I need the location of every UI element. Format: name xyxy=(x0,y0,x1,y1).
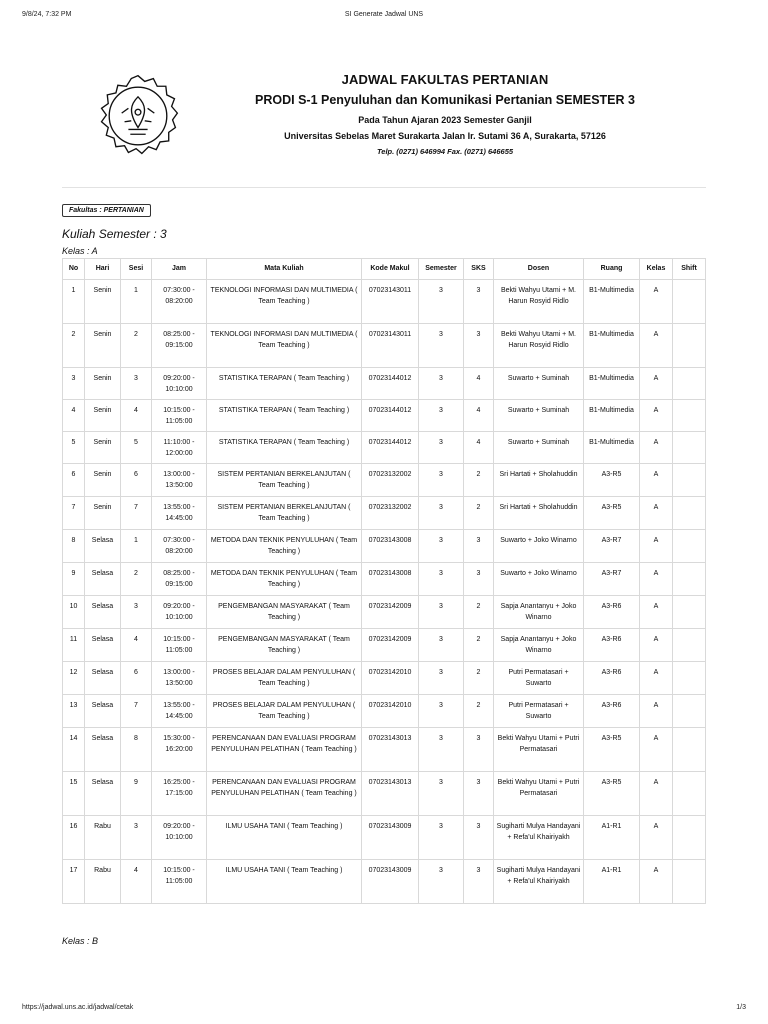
cell-semester: 3 xyxy=(419,324,464,368)
cell-hari: Senin xyxy=(85,324,121,368)
cell-kelas: A xyxy=(640,772,673,816)
cell-shift xyxy=(673,728,706,772)
cell-mata-kuliah: STATISTIKA TERAPAN ( Team Teaching ) xyxy=(207,368,362,400)
cell-jam: 08:25:00 - 09:15:00 xyxy=(152,324,207,368)
cell-kode-makul: 07023144012 xyxy=(362,400,419,432)
cell-mata-kuliah: PENGEMBANGAN MASYARAKAT ( Team Teaching ) xyxy=(207,596,362,629)
cell-ruang: A3-R6 xyxy=(584,695,640,728)
cell-no: 7 xyxy=(63,497,85,530)
cell-kelas: A xyxy=(640,695,673,728)
cell-sks: 2 xyxy=(464,497,494,530)
kelas-a-label: Kelas : A xyxy=(62,246,98,256)
cell-sks: 3 xyxy=(464,772,494,816)
cell-no: 8 xyxy=(63,530,85,563)
cell-semester: 3 xyxy=(419,563,464,596)
cell-kode-makul: 07023142009 xyxy=(362,629,419,662)
cell-mata-kuliah: STATISTIKA TERAPAN ( Team Teaching ) xyxy=(207,432,362,464)
cell-kode-makul: 07023143008 xyxy=(362,530,419,563)
cell-shift xyxy=(673,860,706,904)
cell-jam: 07:30:00 - 08:20:00 xyxy=(152,280,207,324)
cell-semester: 3 xyxy=(419,816,464,860)
cell-ruang: A3-R6 xyxy=(584,629,640,662)
cell-semester: 3 xyxy=(419,530,464,563)
cell-kode-makul: 07023132002 xyxy=(362,464,419,497)
cell-ruang: A3-R5 xyxy=(584,497,640,530)
cell-jam: 11:10:00 - 12:00:00 xyxy=(152,432,207,464)
column-header-sesi: Sesi xyxy=(121,259,152,280)
cell-no: 3 xyxy=(63,368,85,400)
cell-ruang: A3-R5 xyxy=(584,772,640,816)
cell-mata-kuliah: ILMU USAHA TANI ( Team Teaching ) xyxy=(207,860,362,904)
cell-kode-makul: 07023142009 xyxy=(362,596,419,629)
table-row xyxy=(63,432,706,464)
cell-shift xyxy=(673,497,706,530)
cell-sesi: 4 xyxy=(121,629,152,662)
cell-shift xyxy=(673,464,706,497)
cell-shift xyxy=(673,432,706,464)
cell-dosen: Suwarto + Joko Winarno xyxy=(494,563,584,596)
cell-shift xyxy=(673,530,706,563)
cell-kelas: A xyxy=(640,324,673,368)
cell-hari: Senin xyxy=(85,464,121,497)
kelas-b-label: Kelas : B xyxy=(62,936,99,946)
cell-no: 12 xyxy=(63,662,85,695)
cell-no: 16 xyxy=(63,816,85,860)
cell-sesi: 4 xyxy=(121,860,152,904)
column-header-mata-kuliah: Mata Kuliah xyxy=(207,259,362,280)
cell-no: 14 xyxy=(63,728,85,772)
column-header-hari: Hari xyxy=(85,259,121,280)
cell-kelas: A xyxy=(640,368,673,400)
cell-hari: Selasa xyxy=(85,695,121,728)
cell-shift xyxy=(673,662,706,695)
cell-semester: 3 xyxy=(419,629,464,662)
cell-semester: 3 xyxy=(419,728,464,772)
column-header-shift: Shift xyxy=(673,259,706,280)
column-header-ruang: Ruang xyxy=(584,259,640,280)
cell-kelas: A xyxy=(640,596,673,629)
cell-hari: Selasa xyxy=(85,563,121,596)
cell-jam: 09:20:00 - 10:10:00 xyxy=(152,596,207,629)
cell-ruang: B1-Multimedia xyxy=(584,400,640,432)
cell-mata-kuliah: TEKNOLOGI INFORMASI DAN MULTIMEDIA ( Team Teaching ) xyxy=(207,324,362,368)
print-footer xyxy=(22,1004,746,1011)
cell-hari: Selasa xyxy=(85,629,121,662)
cell-hari: Selasa xyxy=(85,662,121,695)
cell-mata-kuliah: PERENCANAAN DAN EVALUASI PROGRAM PENYULUHAN PELATIHAN ( Team Teaching ) xyxy=(207,728,362,772)
cell-sks: 3 xyxy=(464,816,494,860)
cell-sesi: 7 xyxy=(121,695,152,728)
cell-sks: 4 xyxy=(464,400,494,432)
semester-title: Kuliah Semester : 3 xyxy=(62,227,167,241)
cell-mata-kuliah: PERENCANAAN DAN EVALUASI PROGRAM PENYULUHAN PELATIHAN ( Team Teaching ) xyxy=(207,772,362,816)
cell-ruang: A3-R6 xyxy=(584,662,640,695)
column-header-sks: SKS xyxy=(464,259,494,280)
cell-no: 10 xyxy=(63,596,85,629)
cell-kode-makul: 07023132002 xyxy=(362,497,419,530)
cell-no: 11 xyxy=(63,629,85,662)
cell-hari: Senin xyxy=(85,497,121,530)
cell-kode-makul: 07023143013 xyxy=(362,728,419,772)
table-row xyxy=(63,400,706,432)
document-title: JADWAL FAKULTAS PERTANIAN xyxy=(341,72,549,87)
cell-kode-makul: 07023143011 xyxy=(362,280,419,324)
cell-sesi: 3 xyxy=(121,368,152,400)
cell-mata-kuliah: TEKNOLOGI INFORMASI DAN MULTIMEDIA ( Team Teaching ) xyxy=(207,280,362,324)
cell-kelas: A xyxy=(640,563,673,596)
cell-ruang: B1-Multimedia xyxy=(584,368,640,400)
cell-kode-makul: 07023142010 xyxy=(362,662,419,695)
faculty-badge: Fakultas : PERTANIAN xyxy=(62,204,151,217)
cell-jam: 16:25:00 - 17:15:00 xyxy=(152,772,207,816)
table-row xyxy=(63,860,706,904)
cell-sks: 2 xyxy=(464,596,494,629)
table-row xyxy=(63,368,706,400)
cell-sesi: 8 xyxy=(121,728,152,772)
cell-semester: 3 xyxy=(419,497,464,530)
cell-kode-makul: 07023142010 xyxy=(362,695,419,728)
cell-hari: Senin xyxy=(85,400,121,432)
cell-sks: 2 xyxy=(464,629,494,662)
column-header-jam: Jam xyxy=(152,259,207,280)
column-header-kode-makul: Kode Makul xyxy=(362,259,419,280)
program-title: PRODI S-1 Penyuluhan dan Komunikasi Pertanian SEMESTER 3 xyxy=(255,93,635,107)
cell-no: 2 xyxy=(63,324,85,368)
cell-mata-kuliah: SISTEM PERTANIAN BERKELANJUTAN ( Team Teaching ) xyxy=(207,464,362,497)
cell-dosen: Sugiharti Mulya Handayani + Refa'ul Khairiyakh xyxy=(494,860,584,904)
cell-dosen: Suwarto + Suminah xyxy=(494,400,584,432)
cell-kode-makul: 07023143009 xyxy=(362,860,419,904)
cell-jam: 08:25:00 - 09:15:00 xyxy=(152,563,207,596)
cell-dosen: Sapja Anantanyu + Joko Winarno xyxy=(494,596,584,629)
cell-ruang: A3-R7 xyxy=(584,530,640,563)
print-datetime: 9/8/24, 7:32 PM xyxy=(22,11,72,18)
table-row xyxy=(63,629,706,662)
cell-ruang: A1-R1 xyxy=(584,860,640,904)
cell-hari: Selasa xyxy=(85,772,121,816)
cell-sks: 3 xyxy=(464,324,494,368)
cell-dosen: Bekti Wahyu Utami + M. Harun Rosyid Ridlo xyxy=(494,280,584,324)
cell-kelas: A xyxy=(640,662,673,695)
cell-sesi: 1 xyxy=(121,280,152,324)
cell-dosen: Suwarto + Joko Winarno xyxy=(494,530,584,563)
cell-sks: 4 xyxy=(464,368,494,400)
cell-kode-makul: 07023143013 xyxy=(362,772,419,816)
cell-sesi: 2 xyxy=(121,324,152,368)
cell-sks: 4 xyxy=(464,432,494,464)
cell-semester: 3 xyxy=(419,596,464,629)
cell-kelas: A xyxy=(640,464,673,497)
cell-mata-kuliah: PROSES BELAJAR DALAM PENYULUHAN ( Team Teaching ) xyxy=(207,695,362,728)
cell-hari: Rabu xyxy=(85,860,121,904)
column-header-dosen: Dosen xyxy=(494,259,584,280)
university-logo xyxy=(90,68,186,164)
cell-kelas: A xyxy=(640,497,673,530)
cell-mata-kuliah: PROSES BELAJAR DALAM PENYULUHAN ( Team Teaching ) xyxy=(207,662,362,695)
cell-sks: 2 xyxy=(464,464,494,497)
cell-jam: 09:20:00 - 10:10:00 xyxy=(152,816,207,860)
column-header-no: No xyxy=(63,259,85,280)
cell-kode-makul: 07023143011 xyxy=(362,324,419,368)
cell-ruang: B1-Multimedia xyxy=(584,432,640,464)
cell-kelas: A xyxy=(640,280,673,324)
cell-semester: 3 xyxy=(419,400,464,432)
cell-kelas: A xyxy=(640,816,673,860)
cell-semester: 3 xyxy=(419,662,464,695)
cell-kelas: A xyxy=(640,860,673,904)
cell-sks: 2 xyxy=(464,662,494,695)
cell-hari: Senin xyxy=(85,280,121,324)
cell-no: 4 xyxy=(63,400,85,432)
cell-dosen: Bekti Wahyu Utami + M. Harun Rosyid Ridlo xyxy=(494,324,584,368)
table-row xyxy=(63,464,706,497)
cell-no: 17 xyxy=(63,860,85,904)
column-header-kelas: Kelas xyxy=(640,259,673,280)
cell-jam: 13:55:00 - 14:45:00 xyxy=(152,497,207,530)
cell-shift xyxy=(673,280,706,324)
cell-kode-makul: 07023143009 xyxy=(362,816,419,860)
table-row xyxy=(63,695,706,728)
contact-info: Telp. (0271) 646994 Fax. (0271) 646655 xyxy=(376,147,514,156)
cell-ruang: B1-Multimedia xyxy=(584,280,640,324)
table-row xyxy=(63,280,706,324)
cell-shift xyxy=(673,368,706,400)
cell-kode-makul: 07023144012 xyxy=(362,368,419,400)
table-row xyxy=(63,324,706,368)
cell-dosen: Putri Permatasari + Suwarto xyxy=(494,662,584,695)
cell-jam: 13:00:00 - 13:50:00 xyxy=(152,662,207,695)
cell-no: 5 xyxy=(63,432,85,464)
cell-shift xyxy=(673,596,706,629)
cell-hari: Selasa xyxy=(85,596,121,629)
cell-mata-kuliah: SISTEM PERTANIAN BERKELANJUTAN ( Team Teaching ) xyxy=(207,497,362,530)
cell-dosen: Sri Hartati + Sholahuddin xyxy=(494,464,584,497)
cell-ruang: A3-R7 xyxy=(584,563,640,596)
cell-sesi: 5 xyxy=(121,432,152,464)
cell-sesi: 3 xyxy=(121,596,152,629)
cell-hari: Selasa xyxy=(85,728,121,772)
cell-shift xyxy=(673,772,706,816)
table-row xyxy=(63,816,706,860)
cell-hari: Senin xyxy=(85,432,121,464)
document-header xyxy=(240,72,650,156)
cell-no: 13 xyxy=(63,695,85,728)
table-row xyxy=(63,728,706,772)
cell-kelas: A xyxy=(640,629,673,662)
cell-ruang: A3-R5 xyxy=(584,728,640,772)
header-divider xyxy=(62,187,706,188)
cell-hari: Selasa xyxy=(85,530,121,563)
cell-sks: 3 xyxy=(464,860,494,904)
cell-shift xyxy=(673,695,706,728)
cell-jam: 15:30:00 - 16:20:00 xyxy=(152,728,207,772)
cell-dosen: Sri Hartati + Sholahuddin xyxy=(494,497,584,530)
cell-hari: Senin xyxy=(85,368,121,400)
table-row xyxy=(63,497,706,530)
cell-sesi: 3 xyxy=(121,816,152,860)
cell-no: 15 xyxy=(63,772,85,816)
cell-sesi: 9 xyxy=(121,772,152,816)
cell-dosen: Bekti Wahyu Utami + Putri Permatasari xyxy=(494,728,584,772)
cell-semester: 3 xyxy=(419,280,464,324)
cell-jam: 09:20:00 - 10:10:00 xyxy=(152,368,207,400)
cell-semester: 3 xyxy=(419,368,464,400)
cell-jam: 10:15:00 - 11:05:00 xyxy=(152,629,207,662)
print-url: https://jadwal.uns.ac.id/jadwal/cetak xyxy=(22,1004,134,1011)
cell-dosen: Sugiharti Mulya Handayani + Refa'ul Khairiyakh xyxy=(494,816,584,860)
cell-dosen: Suwarto + Suminah xyxy=(494,368,584,400)
academic-year: Pada Tahun Ajaran 2023 Semester Ganjil xyxy=(358,115,532,125)
cell-sks: 3 xyxy=(464,728,494,772)
cell-shift xyxy=(673,324,706,368)
table-row xyxy=(63,662,706,695)
cell-mata-kuliah: STATISTIKA TERAPAN ( Team Teaching ) xyxy=(207,400,362,432)
cell-jam: 13:00:00 - 13:50:00 xyxy=(152,464,207,497)
cell-ruang: A3-R6 xyxy=(584,596,640,629)
cell-semester: 3 xyxy=(419,464,464,497)
cell-sesi: 6 xyxy=(121,464,152,497)
cell-sesi: 2 xyxy=(121,563,152,596)
cell-kelas: A xyxy=(640,400,673,432)
cell-kode-makul: 07023143008 xyxy=(362,563,419,596)
cell-sks: 3 xyxy=(464,530,494,563)
cell-shift xyxy=(673,816,706,860)
cell-semester: 3 xyxy=(419,695,464,728)
cell-shift xyxy=(673,629,706,662)
column-header-semester: Semester xyxy=(419,259,464,280)
table-header-row xyxy=(63,259,706,280)
cell-mata-kuliah: ILMU USAHA TANI ( Team Teaching ) xyxy=(207,816,362,860)
cell-dosen: Suwarto + Suminah xyxy=(494,432,584,464)
table-row xyxy=(63,530,706,563)
cell-sks: 3 xyxy=(464,563,494,596)
cell-semester: 3 xyxy=(419,432,464,464)
cell-semester: 3 xyxy=(419,772,464,816)
cell-no: 1 xyxy=(63,280,85,324)
cell-kelas: A xyxy=(640,728,673,772)
cell-kode-makul: 07023144012 xyxy=(362,432,419,464)
cell-no: 9 xyxy=(63,563,85,596)
cell-jam: 07:30:00 - 08:20:00 xyxy=(152,530,207,563)
cell-sesi: 1 xyxy=(121,530,152,563)
cell-sesi: 4 xyxy=(121,400,152,432)
cell-sesi: 6 xyxy=(121,662,152,695)
cell-dosen: Sapja Anantanyu + Joko Winarno xyxy=(494,629,584,662)
cell-jam: 13:55:00 - 14:45:00 xyxy=(152,695,207,728)
table-row xyxy=(63,772,706,816)
cell-semester: 3 xyxy=(419,860,464,904)
cell-dosen: Putri Permatasari + Suwarto xyxy=(494,695,584,728)
print-page-title: SI Generate Jadwal UNS xyxy=(344,11,424,18)
table-row xyxy=(63,596,706,629)
cell-mata-kuliah: PENGEMBANGAN MASYARAKAT ( Team Teaching ) xyxy=(207,629,362,662)
cell-shift xyxy=(673,400,706,432)
cell-mata-kuliah: METODA DAN TEKNIK PENYULUHAN ( Team Teaching ) xyxy=(207,530,362,563)
cell-jam: 10:15:00 - 11:05:00 xyxy=(152,400,207,432)
cell-ruang: A1-R1 xyxy=(584,816,640,860)
cell-dosen: Bekti Wahyu Utami + Putri Permatasari xyxy=(494,772,584,816)
page-number: 1/3 xyxy=(736,1004,746,1011)
table-body xyxy=(63,280,706,904)
cell-ruang: B1-Multimedia xyxy=(584,324,640,368)
cell-shift xyxy=(673,563,706,596)
print-header xyxy=(22,11,746,18)
table-row xyxy=(63,563,706,596)
cell-no: 6 xyxy=(63,464,85,497)
university-address: Universitas Sebelas Maret Surakarta Jalan Ir. Sutami 36 A, Surakarta, 57126 xyxy=(284,131,606,141)
cell-sesi: 7 xyxy=(121,497,152,530)
cell-ruang: A3-R5 xyxy=(584,464,640,497)
cell-sks: 2 xyxy=(464,695,494,728)
cell-hari: Rabu xyxy=(85,816,121,860)
cell-kelas: A xyxy=(640,530,673,563)
cell-mata-kuliah: METODA DAN TEKNIK PENYULUHAN ( Team Teaching ) xyxy=(207,563,362,596)
cell-kelas: A xyxy=(640,432,673,464)
cell-jam: 10:15:00 - 11:05:00 xyxy=(152,860,207,904)
cell-sks: 3 xyxy=(464,280,494,324)
schedule-table xyxy=(62,258,706,904)
